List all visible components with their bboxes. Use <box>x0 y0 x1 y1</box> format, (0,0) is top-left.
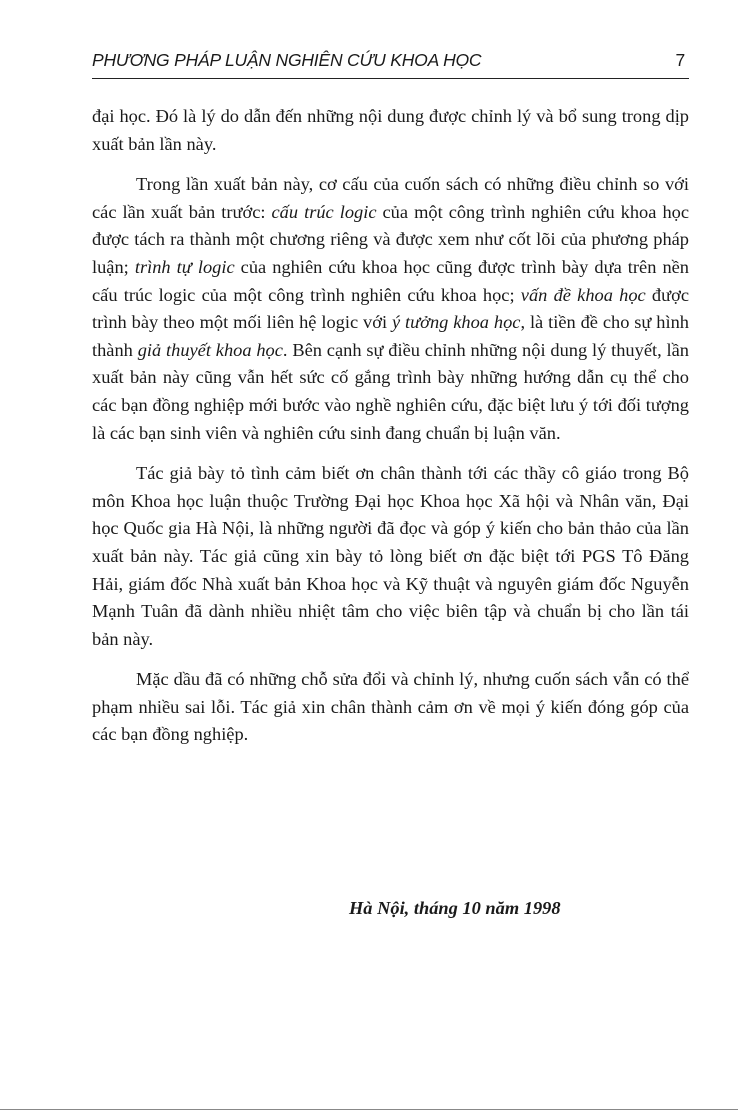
paragraph-3: Tác giả bày tỏ tình cảm biết ơn chân thành tới các thầy cô giáo trong Bộ môn Khoa học luận thuộc Trường Đại học Khoa học Xã hội và Nhân văn, Đại học Quốc gia Hà Nội, là những người đã đọc và góp ý kiến cho bản thảo của lần xuất bản này. Tác giả cũng xin bày tỏ lòng biết ơn đặc biệt tới PGS Tô Đăng Hải, giám đốc Nhà xuất bản Khoa học và Kỹ thuật và nguyên giám đốc Nguyễn Mạnh Tuân đã dành nhiều nhiệt tâm cho việc biên tập và chuẩn bị cho lần tái bản này. <box>92 463 689 649</box>
term-gia-thuyet-khoa-hoc: giả thuyết khoa học <box>137 339 283 360</box>
running-header-title: PHƯƠNG PHÁP LUẬN NGHIÊN CỨU KHOA HỌC <box>92 50 482 70</box>
term-trinh-tu-logic: trình tự logic <box>134 256 235 277</box>
signature-place-date: Hà Nội, tháng 10 năm 1998 <box>349 898 561 918</box>
paragraph-2 <box>92 171 689 447</box>
paragraph-2-text-6: . Bên cạnh sự điều chỉnh những nội dung lý thuyết, lần xuất bản này cũng vẫn hết sức cố gắng trình bày những hướng dẫn cụ thể cho các bạn đồng nghiệp mới bước vào nghề nghiên cứu, đặc biệt lưu ý tới đối tượng là các bạn sinh viên và nghiên cứu sinh đang chuẩn bị luận văn. <box>92 339 689 443</box>
page-body <box>92 103 689 762</box>
paragraph-4: Mặc dầu đã có những chỗ sửa đổi và chỉnh lý, nhưng cuốn sách vẫn có thể phạm nhiều sai lỗi. Tác giả xin chân thành cảm ơn về mọi ý kiến đóng góp của các bạn đồng nghiệp. <box>92 669 689 745</box>
paragraph-2-text-5: , là tiền đề cho sự hình thành <box>92 312 689 360</box>
paragraph-2-text-4: được trình bày theo một mối liên hệ logic với <box>92 284 689 333</box>
page-number: 7 <box>675 50 685 70</box>
paragraph-2-text-1: Trong lần xuất bản này, cơ cấu của cuốn sách có những điều chỉnh so với các lần xuất bản trước: <box>92 174 689 222</box>
paragraph-2-text-3: của nghiên cứu khoa học cũng được trình bày dựa trên nền cấu trúc logic của một công trình nghiên cứu khoa học; <box>92 256 690 305</box>
bottom-divider <box>0 1109 738 1110</box>
term-y-tuong-khoa-hoc: ý tưởng khoa học <box>391 312 521 333</box>
running-header <box>92 50 689 79</box>
paragraph-1: đại học. Đó là lý do dẫn đến những nội dung được chỉnh lý và bổ sung trong dịp xuất bản lần này. <box>92 106 689 154</box>
paragraph-2-text-2: của một công trình nghiên cứu khoa học được tách ra thành một chương riêng và được xem như cốt lõi của phương pháp luận; <box>92 201 689 277</box>
term-cau-truc-logic: cấu trúc logic <box>271 201 377 222</box>
term-van-de-khoa-hoc: vấn đề khoa học <box>520 284 646 305</box>
